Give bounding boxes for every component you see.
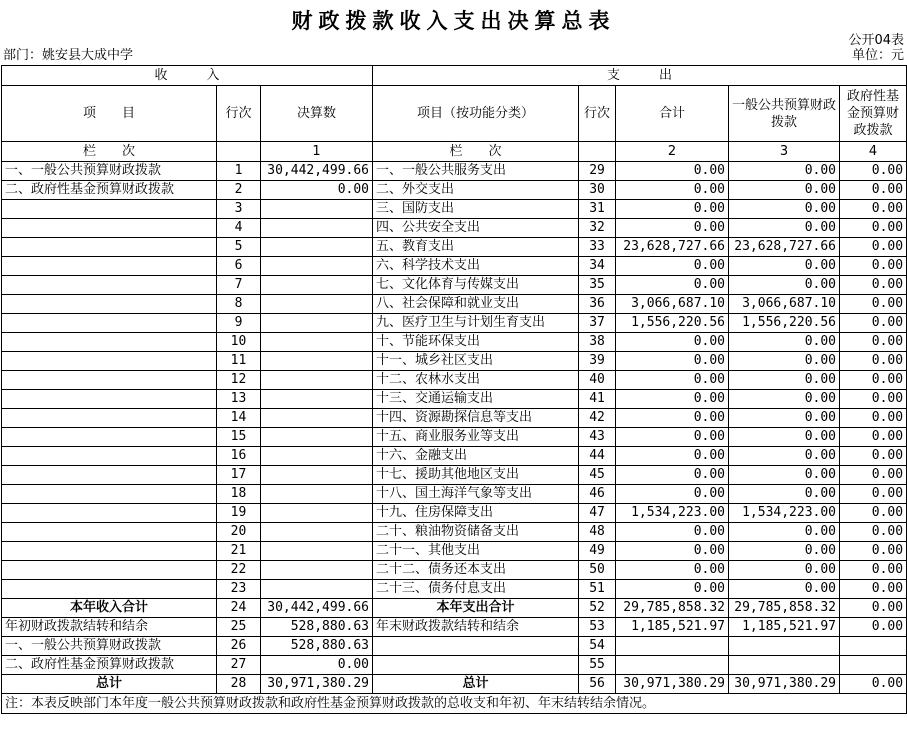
expense-general-cell: 29,785,858.32 — [729, 599, 840, 618]
expense-general-cell: 0.00 — [729, 390, 840, 409]
expense-fund-cell: 0.00 — [840, 428, 907, 447]
expense-fund-cell: 0.00 — [840, 333, 907, 352]
expense-general-cell: 1,534,223.00 — [729, 504, 840, 523]
expense-general-cell: 0.00 — [729, 219, 840, 238]
income-line-cell: 15 — [217, 428, 261, 447]
expense-item-cell: 十九、住房保障支出 — [373, 504, 579, 523]
expense-total-cell: 0.00 — [616, 542, 729, 561]
expense-item-cell: 三、国防支出 — [373, 200, 579, 219]
expense-total-cell: 0.00 — [616, 390, 729, 409]
expense-fund-cell: 0.00 — [840, 314, 907, 333]
income-line-cell: 24 — [217, 599, 261, 618]
table-row — [2, 295, 907, 314]
income-line-cell: 28 — [217, 675, 261, 694]
section-header-row — [2, 66, 907, 86]
income-amount-cell — [261, 485, 373, 504]
income-amount-cell — [261, 466, 373, 485]
expense-item-cell — [373, 637, 579, 656]
income-amount-cell — [261, 428, 373, 447]
table-row — [2, 580, 907, 599]
income-line-cell: 23 — [217, 580, 261, 599]
expense-fund-cell: 0.00 — [840, 504, 907, 523]
expense-item-cell: 五、教育支出 — [373, 238, 579, 257]
column-header-row — [2, 86, 907, 142]
table-row — [2, 523, 907, 542]
income-item-cell — [2, 542, 217, 561]
table-row — [2, 675, 907, 694]
income-item-cell — [2, 371, 217, 390]
income-item-cell — [2, 390, 217, 409]
expense-line-cell: 55 — [579, 656, 616, 675]
income-amount-cell — [261, 295, 373, 314]
expense-line-cell: 45 — [579, 466, 616, 485]
expense-general-cell: 0.00 — [729, 561, 840, 580]
col-header-expense-item: 项目（按功能分类） — [373, 86, 579, 142]
expense-line-cell: 47 — [579, 504, 616, 523]
table-row — [2, 637, 907, 656]
expense-total-cell: 0.00 — [616, 561, 729, 580]
income-item-cell — [2, 276, 217, 295]
expense-fund-cell: 0.00 — [840, 238, 907, 257]
income-line-cell: 10 — [217, 333, 261, 352]
expense-general-cell: 0.00 — [729, 409, 840, 428]
expense-fund-cell: 0.00 — [840, 485, 907, 504]
expense-item-cell: 六、科学技术支出 — [373, 257, 579, 276]
expense-general-cell: 0.00 — [729, 542, 840, 561]
table-row — [2, 219, 907, 238]
expense-total-cell: 3,066,687.10 — [616, 295, 729, 314]
expense-total-cell: 0.00 — [616, 485, 729, 504]
expense-section-header: 支 出 — [373, 66, 907, 86]
income-amount-cell — [261, 371, 373, 390]
expense-item-cell: 十四、资源勘探信息等支出 — [373, 409, 579, 428]
income-line-cell: 26 — [217, 637, 261, 656]
income-item-cell — [2, 295, 217, 314]
table-row — [2, 181, 907, 200]
expense-total-cell: 0.00 — [616, 352, 729, 371]
expense-general-cell: 23,628,727.66 — [729, 238, 840, 257]
expense-item-cell: 二十一、其他支出 — [373, 542, 579, 561]
expense-total-cell: 0.00 — [616, 409, 729, 428]
expense-general-cell: 0.00 — [729, 523, 840, 542]
income-line-cell: 6 — [217, 257, 261, 276]
table-row — [2, 428, 907, 447]
expense-line-cell: 54 — [579, 637, 616, 656]
table-row — [2, 352, 907, 371]
expense-line-cell: 51 — [579, 580, 616, 599]
income-amount-cell — [261, 447, 373, 466]
table-row — [2, 485, 907, 504]
income-item-cell: 一、一般公共预算财政拨款 — [2, 162, 217, 181]
income-line-cell: 18 — [217, 485, 261, 504]
income-item-cell — [2, 219, 217, 238]
expense-total-cell: 0.00 — [616, 181, 729, 200]
index-expense-fund: 4 — [840, 142, 907, 162]
footnote-row — [2, 694, 907, 714]
income-amount-cell: 528,880.63 — [261, 618, 373, 637]
income-item-cell — [2, 485, 217, 504]
expense-item-cell: 二十三、债务付息支出 — [373, 580, 579, 599]
income-amount-cell — [261, 200, 373, 219]
expense-item-cell: 九、医疗卫生与计划生育支出 — [373, 314, 579, 333]
expense-fund-cell: 0.00 — [840, 675, 907, 694]
expense-general-cell: 0.00 — [729, 276, 840, 295]
expense-item-cell: 十一、城乡社区支出 — [373, 352, 579, 371]
expense-item-cell: 八、社会保障和就业支出 — [373, 295, 579, 314]
table-row — [2, 618, 907, 637]
expense-total-cell: 1,185,521.97 — [616, 618, 729, 637]
table-row — [2, 409, 907, 428]
expense-total-cell: 0.00 — [616, 447, 729, 466]
expense-line-cell: 37 — [579, 314, 616, 333]
expense-item-cell: 四、公共安全支出 — [373, 219, 579, 238]
expense-line-cell: 31 — [579, 200, 616, 219]
expense-general-cell — [729, 637, 840, 656]
income-item-cell — [2, 428, 217, 447]
index-expense-label: 栏 次 — [373, 142, 579, 162]
expense-general-cell: 30,971,380.29 — [729, 675, 840, 694]
expense-line-cell: 50 — [579, 561, 616, 580]
table-row — [2, 257, 907, 276]
expense-item-cell: 年末财政拨款结转和结余 — [373, 618, 579, 637]
expense-item-cell: 十五、商业服务业等支出 — [373, 428, 579, 447]
expense-fund-cell: 0.00 — [840, 618, 907, 637]
col-header-expense-line: 行次 — [579, 86, 616, 142]
expense-item-cell: 本年支出合计 — [373, 599, 579, 618]
income-item-cell: 二、政府性基金预算财政拨款 — [2, 181, 217, 200]
expense-general-cell: 3,066,687.10 — [729, 295, 840, 314]
col-header-expense-fund: 政府性基金预算财政拨款 — [840, 86, 907, 142]
income-line-cell: 20 — [217, 523, 261, 542]
income-line-cell: 21 — [217, 542, 261, 561]
income-item-cell: 二、政府性基金预算财政拨款 — [2, 656, 217, 675]
income-item-cell: 总计 — [2, 675, 217, 694]
expense-total-cell — [616, 656, 729, 675]
income-amount-cell — [261, 333, 373, 352]
expense-item-cell: 十二、农林水支出 — [373, 371, 579, 390]
income-item-cell: 年初财政拨款结转和结余 — [2, 618, 217, 637]
expense-fund-cell: 0.00 — [840, 599, 907, 618]
income-item-cell — [2, 523, 217, 542]
income-amount-cell: 30,971,380.29 — [261, 675, 373, 694]
expense-general-cell: 0.00 — [729, 352, 840, 371]
table-row — [2, 276, 907, 295]
expense-item-cell: 十六、金融支出 — [373, 447, 579, 466]
table-row — [2, 561, 907, 580]
income-line-cell: 17 — [217, 466, 261, 485]
expense-general-cell — [729, 656, 840, 675]
col-header-income-line: 行次 — [217, 86, 261, 142]
income-line-cell: 1 — [217, 162, 261, 181]
expense-fund-cell — [840, 656, 907, 675]
expense-general-cell: 0.00 — [729, 371, 840, 390]
expense-item-cell: 总计 — [373, 675, 579, 694]
table-row — [2, 599, 907, 618]
expense-line-cell: 46 — [579, 485, 616, 504]
expense-general-cell: 0.00 — [729, 466, 840, 485]
index-expense-total: 2 — [616, 142, 729, 162]
expense-fund-cell: 0.00 — [840, 200, 907, 219]
expense-total-cell: 0.00 — [616, 257, 729, 276]
expense-line-cell: 49 — [579, 542, 616, 561]
expense-total-cell: 0.00 — [616, 580, 729, 599]
expense-line-cell: 42 — [579, 409, 616, 428]
expense-total-cell: 0.00 — [616, 428, 729, 447]
income-line-cell: 13 — [217, 390, 261, 409]
budget-table — [1, 65, 907, 714]
income-amount-cell — [261, 542, 373, 561]
income-item-cell — [2, 447, 217, 466]
income-amount-cell — [261, 561, 373, 580]
income-line-cell: 3 — [217, 200, 261, 219]
table-row — [2, 333, 907, 352]
expense-general-cell: 0.00 — [729, 485, 840, 504]
income-line-cell: 27 — [217, 656, 261, 675]
page-title: 财政拨款收入支出决算总表 — [291, 9, 616, 33]
expense-fund-cell: 0.00 — [840, 466, 907, 485]
table-row — [2, 314, 907, 333]
table-row — [2, 656, 907, 675]
expense-line-cell: 33 — [579, 238, 616, 257]
income-item-cell: 本年收入合计 — [2, 599, 217, 618]
expense-fund-cell: 0.00 — [840, 181, 907, 200]
income-item-cell — [2, 238, 217, 257]
expense-line-cell: 56 — [579, 675, 616, 694]
income-line-cell: 4 — [217, 219, 261, 238]
income-line-cell: 16 — [217, 447, 261, 466]
income-item-cell: 一、一般公共预算财政拨款 — [2, 637, 217, 656]
expense-general-cell: 0.00 — [729, 580, 840, 599]
income-line-cell: 9 — [217, 314, 261, 333]
table-row — [2, 238, 907, 257]
income-amount-cell — [261, 276, 373, 295]
expense-item-cell: 十八、国土海洋气象等支出 — [373, 485, 579, 504]
expense-fund-cell: 0.00 — [840, 371, 907, 390]
expense-line-cell: 30 — [579, 181, 616, 200]
income-item-cell — [2, 504, 217, 523]
expense-fund-cell: 0.00 — [840, 409, 907, 428]
income-amount-cell: 30,442,499.66 — [261, 162, 373, 181]
table-row — [2, 162, 907, 181]
expense-total-cell: 0.00 — [616, 162, 729, 181]
expense-item-cell: 一、一般公共服务支出 — [373, 162, 579, 181]
expense-line-cell: 44 — [579, 447, 616, 466]
expense-fund-cell: 0.00 — [840, 447, 907, 466]
income-amount-cell — [261, 390, 373, 409]
expense-item-cell: 二十、粮油物资储备支出 — [373, 523, 579, 542]
sheet-label: 公开04表 — [848, 33, 904, 48]
index-income-label: 栏 次 — [2, 142, 217, 162]
table-row — [2, 447, 907, 466]
expense-line-cell: 32 — [579, 219, 616, 238]
income-line-cell: 7 — [217, 276, 261, 295]
expense-item-cell: 十、节能环保支出 — [373, 333, 579, 352]
expense-general-cell: 0.00 — [729, 200, 840, 219]
expense-total-cell: 23,628,727.66 — [616, 238, 729, 257]
expense-line-cell: 39 — [579, 352, 616, 371]
meta-row — [0, 48, 907, 65]
income-item-cell — [2, 200, 217, 219]
income-item-cell — [2, 352, 217, 371]
expense-item-cell: 十七、援助其他地区支出 — [373, 466, 579, 485]
index-expense-general: 3 — [729, 142, 840, 162]
expense-general-cell: 1,556,220.56 — [729, 314, 840, 333]
expense-line-cell: 40 — [579, 371, 616, 390]
expense-fund-cell: 0.00 — [840, 542, 907, 561]
income-item-cell — [2, 580, 217, 599]
income-line-cell: 19 — [217, 504, 261, 523]
income-amount-cell: 0.00 — [261, 181, 373, 200]
income-item-cell — [2, 314, 217, 333]
table-row — [2, 542, 907, 561]
expense-fund-cell: 0.00 — [840, 580, 907, 599]
income-amount-cell — [261, 580, 373, 599]
expense-total-cell: 0.00 — [616, 466, 729, 485]
expense-item-cell: 二、外交支出 — [373, 181, 579, 200]
expense-general-cell: 1,185,521.97 — [729, 618, 840, 637]
col-header-income-amount: 决算数 — [261, 86, 373, 142]
income-item-cell — [2, 561, 217, 580]
income-line-cell: 12 — [217, 371, 261, 390]
expense-fund-cell: 0.00 — [840, 276, 907, 295]
column-index-row — [2, 142, 907, 162]
income-item-cell — [2, 257, 217, 276]
income-amount-cell — [261, 238, 373, 257]
expense-line-cell: 38 — [579, 333, 616, 352]
table-row — [2, 200, 907, 219]
table-row — [2, 371, 907, 390]
department-label: 部门：姚安县大成中学 — [3, 48, 134, 63]
col-header-income-item: 项 目 — [2, 86, 217, 142]
expense-fund-cell — [840, 637, 907, 656]
expense-fund-cell: 0.00 — [840, 257, 907, 276]
expense-fund-cell: 0.00 — [840, 523, 907, 542]
expense-general-cell: 0.00 — [729, 428, 840, 447]
expense-total-cell: 0.00 — [616, 371, 729, 390]
expense-line-cell: 36 — [579, 295, 616, 314]
income-amount-cell — [261, 523, 373, 542]
expense-general-cell: 0.00 — [729, 257, 840, 276]
expense-line-cell: 52 — [579, 599, 616, 618]
expense-item-cell — [373, 656, 579, 675]
income-amount-cell — [261, 409, 373, 428]
expense-line-cell: 53 — [579, 618, 616, 637]
income-amount-cell — [261, 352, 373, 371]
expense-fund-cell: 0.00 — [840, 390, 907, 409]
income-item-cell — [2, 333, 217, 352]
income-amount-cell: 528,880.63 — [261, 637, 373, 656]
income-line-cell: 14 — [217, 409, 261, 428]
expense-total-cell: 1,556,220.56 — [616, 314, 729, 333]
expense-fund-cell: 0.00 — [840, 561, 907, 580]
income-line-cell: 22 — [217, 561, 261, 580]
expense-line-cell: 43 — [579, 428, 616, 447]
income-line-cell: 2 — [217, 181, 261, 200]
income-amount-cell — [261, 219, 373, 238]
expense-fund-cell: 0.00 — [840, 352, 907, 371]
index-income-amount: 1 — [261, 142, 373, 162]
income-item-cell — [2, 409, 217, 428]
income-amount-cell — [261, 314, 373, 333]
unit-label: 单位：元 — [851, 48, 904, 63]
expense-general-cell: 0.00 — [729, 181, 840, 200]
expense-line-cell: 34 — [579, 257, 616, 276]
expense-line-cell: 35 — [579, 276, 616, 295]
expense-total-cell — [616, 637, 729, 656]
expense-line-cell: 29 — [579, 162, 616, 181]
income-line-cell: 5 — [217, 238, 261, 257]
expense-total-cell: 0.00 — [616, 200, 729, 219]
index-expense-line — [579, 142, 616, 162]
table-row — [2, 466, 907, 485]
expense-total-cell: 30,971,380.29 — [616, 675, 729, 694]
expense-fund-cell: 0.00 — [840, 295, 907, 314]
table-row — [2, 504, 907, 523]
table-row — [2, 390, 907, 409]
expense-item-cell: 十三、交通运输支出 — [373, 390, 579, 409]
expense-total-cell: 0.00 — [616, 219, 729, 238]
expense-total-cell: 0.00 — [616, 333, 729, 352]
expense-fund-cell: 0.00 — [840, 219, 907, 238]
expense-general-cell: 0.00 — [729, 162, 840, 181]
income-line-cell: 11 — [217, 352, 261, 371]
expense-line-cell: 41 — [579, 390, 616, 409]
expense-item-cell: 七、文化体育与传媒支出 — [373, 276, 579, 295]
col-header-expense-general: 一般公共预算财政拨款 — [729, 86, 840, 142]
col-header-expense-total: 合计 — [616, 86, 729, 142]
income-amount-cell: 0.00 — [261, 656, 373, 675]
expense-general-cell: 0.00 — [729, 447, 840, 466]
expense-line-cell: 48 — [579, 523, 616, 542]
expense-fund-cell: 0.00 — [840, 162, 907, 181]
expense-total-cell: 29,785,858.32 — [616, 599, 729, 618]
income-amount-cell — [261, 257, 373, 276]
income-line-cell: 25 — [217, 618, 261, 637]
expense-general-cell: 0.00 — [729, 333, 840, 352]
expense-item-cell: 二十二、债务还本支出 — [373, 561, 579, 580]
expense-total-cell: 0.00 — [616, 276, 729, 295]
income-amount-cell: 30,442,499.66 — [261, 599, 373, 618]
income-item-cell — [2, 466, 217, 485]
income-section-header: 收 入 — [2, 66, 373, 86]
footnote-text: 注：本表反映部门本年度一般公共预算财政拨款和政府性基金预算财政拨款的总收支和年初、年末结转结余情况。 — [2, 694, 907, 714]
index-income-line — [217, 142, 261, 162]
expense-total-cell: 1,534,223.00 — [616, 504, 729, 523]
expense-total-cell: 0.00 — [616, 523, 729, 542]
income-line-cell: 8 — [217, 295, 261, 314]
income-amount-cell — [261, 504, 373, 523]
